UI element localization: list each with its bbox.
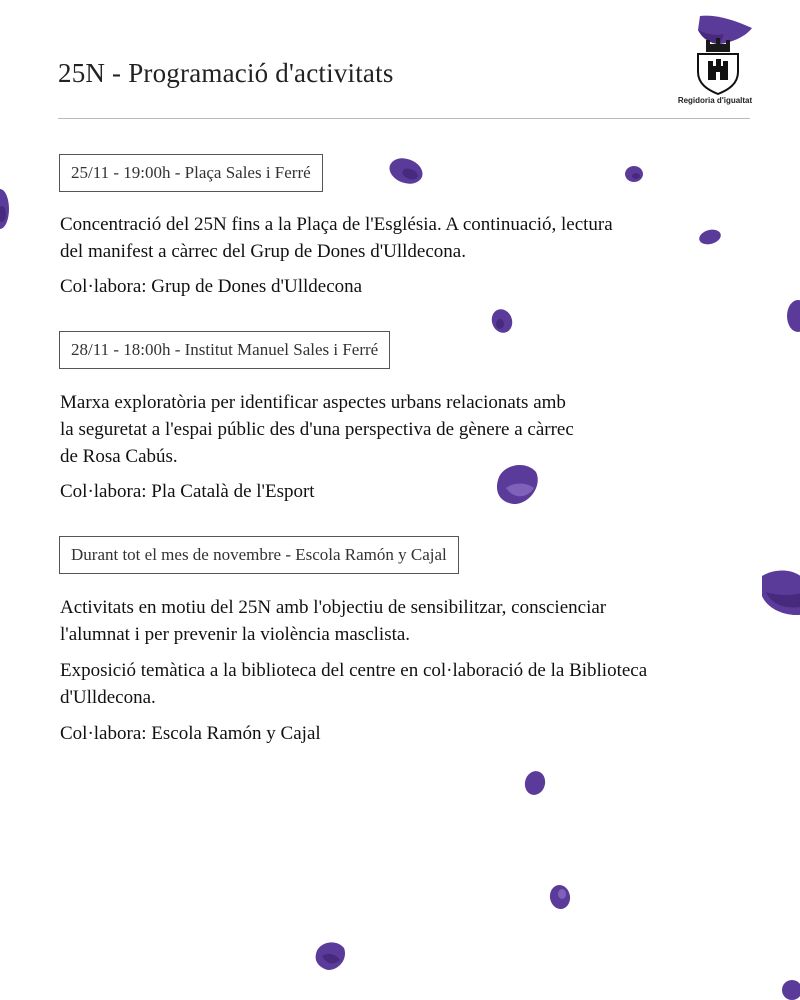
- petal-icon: [782, 296, 800, 336]
- petal-icon: [758, 566, 800, 618]
- petal-icon: [488, 306, 516, 336]
- petal-icon: [622, 163, 646, 185]
- event-1-description: [60, 211, 613, 265]
- text-line: la seguretat a l'espai públic des d'una perspectiva de gènere a càrrec: [60, 419, 574, 440]
- event-2-collaborator: [60, 478, 315, 505]
- petal-icon: [546, 882, 574, 912]
- event-1-tag: 25/11 - 19:00h - Plaça Sales i Ferré: [59, 154, 323, 192]
- text-line: de Rosa Cabús.: [60, 446, 178, 467]
- event-1-collaborator: [60, 273, 362, 300]
- petal-icon: [386, 154, 426, 188]
- text-line: Activitats en motiu del 25N amb l'objectiu de sensibilitzar, conscienciar: [60, 597, 607, 618]
- text-line: l'alumnat i per prevenir la violència masclista.: [60, 624, 411, 645]
- text-line: del manifest a càrrec del Grup de Dones d'Ulldecona.: [60, 241, 466, 262]
- petal-icon: [778, 976, 800, 1000]
- petal-icon: [522, 768, 548, 798]
- title-divider: [58, 118, 750, 119]
- petal-icon: [0, 186, 12, 232]
- event-3-tag: Durant tot el mes de novembre - Escola Ramón y Cajal: [59, 536, 459, 574]
- petal-icon: [697, 226, 723, 248]
- regidoria-logo: [672, 14, 768, 114]
- petal-icon: [492, 458, 542, 508]
- petal-icon: [312, 936, 348, 972]
- text-line: Col·labora: Escola Ramón y Cajal: [60, 723, 321, 744]
- event-3-collaborator: [60, 720, 321, 747]
- text-line: Col·labora: Pla Català de l'Esport: [60, 481, 315, 502]
- logo-caption: Regidoria d'igualtat: [677, 96, 753, 105]
- text-line: Col·labora: Grup de Dones d'Ulldecona: [60, 276, 363, 297]
- coat-of-arms-icon: [672, 14, 768, 98]
- text-line: Concentració del 25N fins a la Plaça de l'Església. A continuació, lectura: [60, 214, 613, 235]
- page-title: 25N - Programació d'activitats: [58, 58, 394, 88]
- text-line: Exposició temàtica a la biblioteca del centre en col·laboració de la Biblioteca: [60, 660, 648, 681]
- event-3-description: [60, 594, 606, 648]
- text-line: d'Ulldecona.: [60, 687, 156, 708]
- event-3-exhibition: [60, 657, 647, 711]
- event-2-tag: 28/11 - 18:00h - Institut Manuel Sales i Ferré: [59, 331, 390, 369]
- text-line: Marxa exploratòria per identificar aspectes urbans relacionats amb: [60, 392, 566, 413]
